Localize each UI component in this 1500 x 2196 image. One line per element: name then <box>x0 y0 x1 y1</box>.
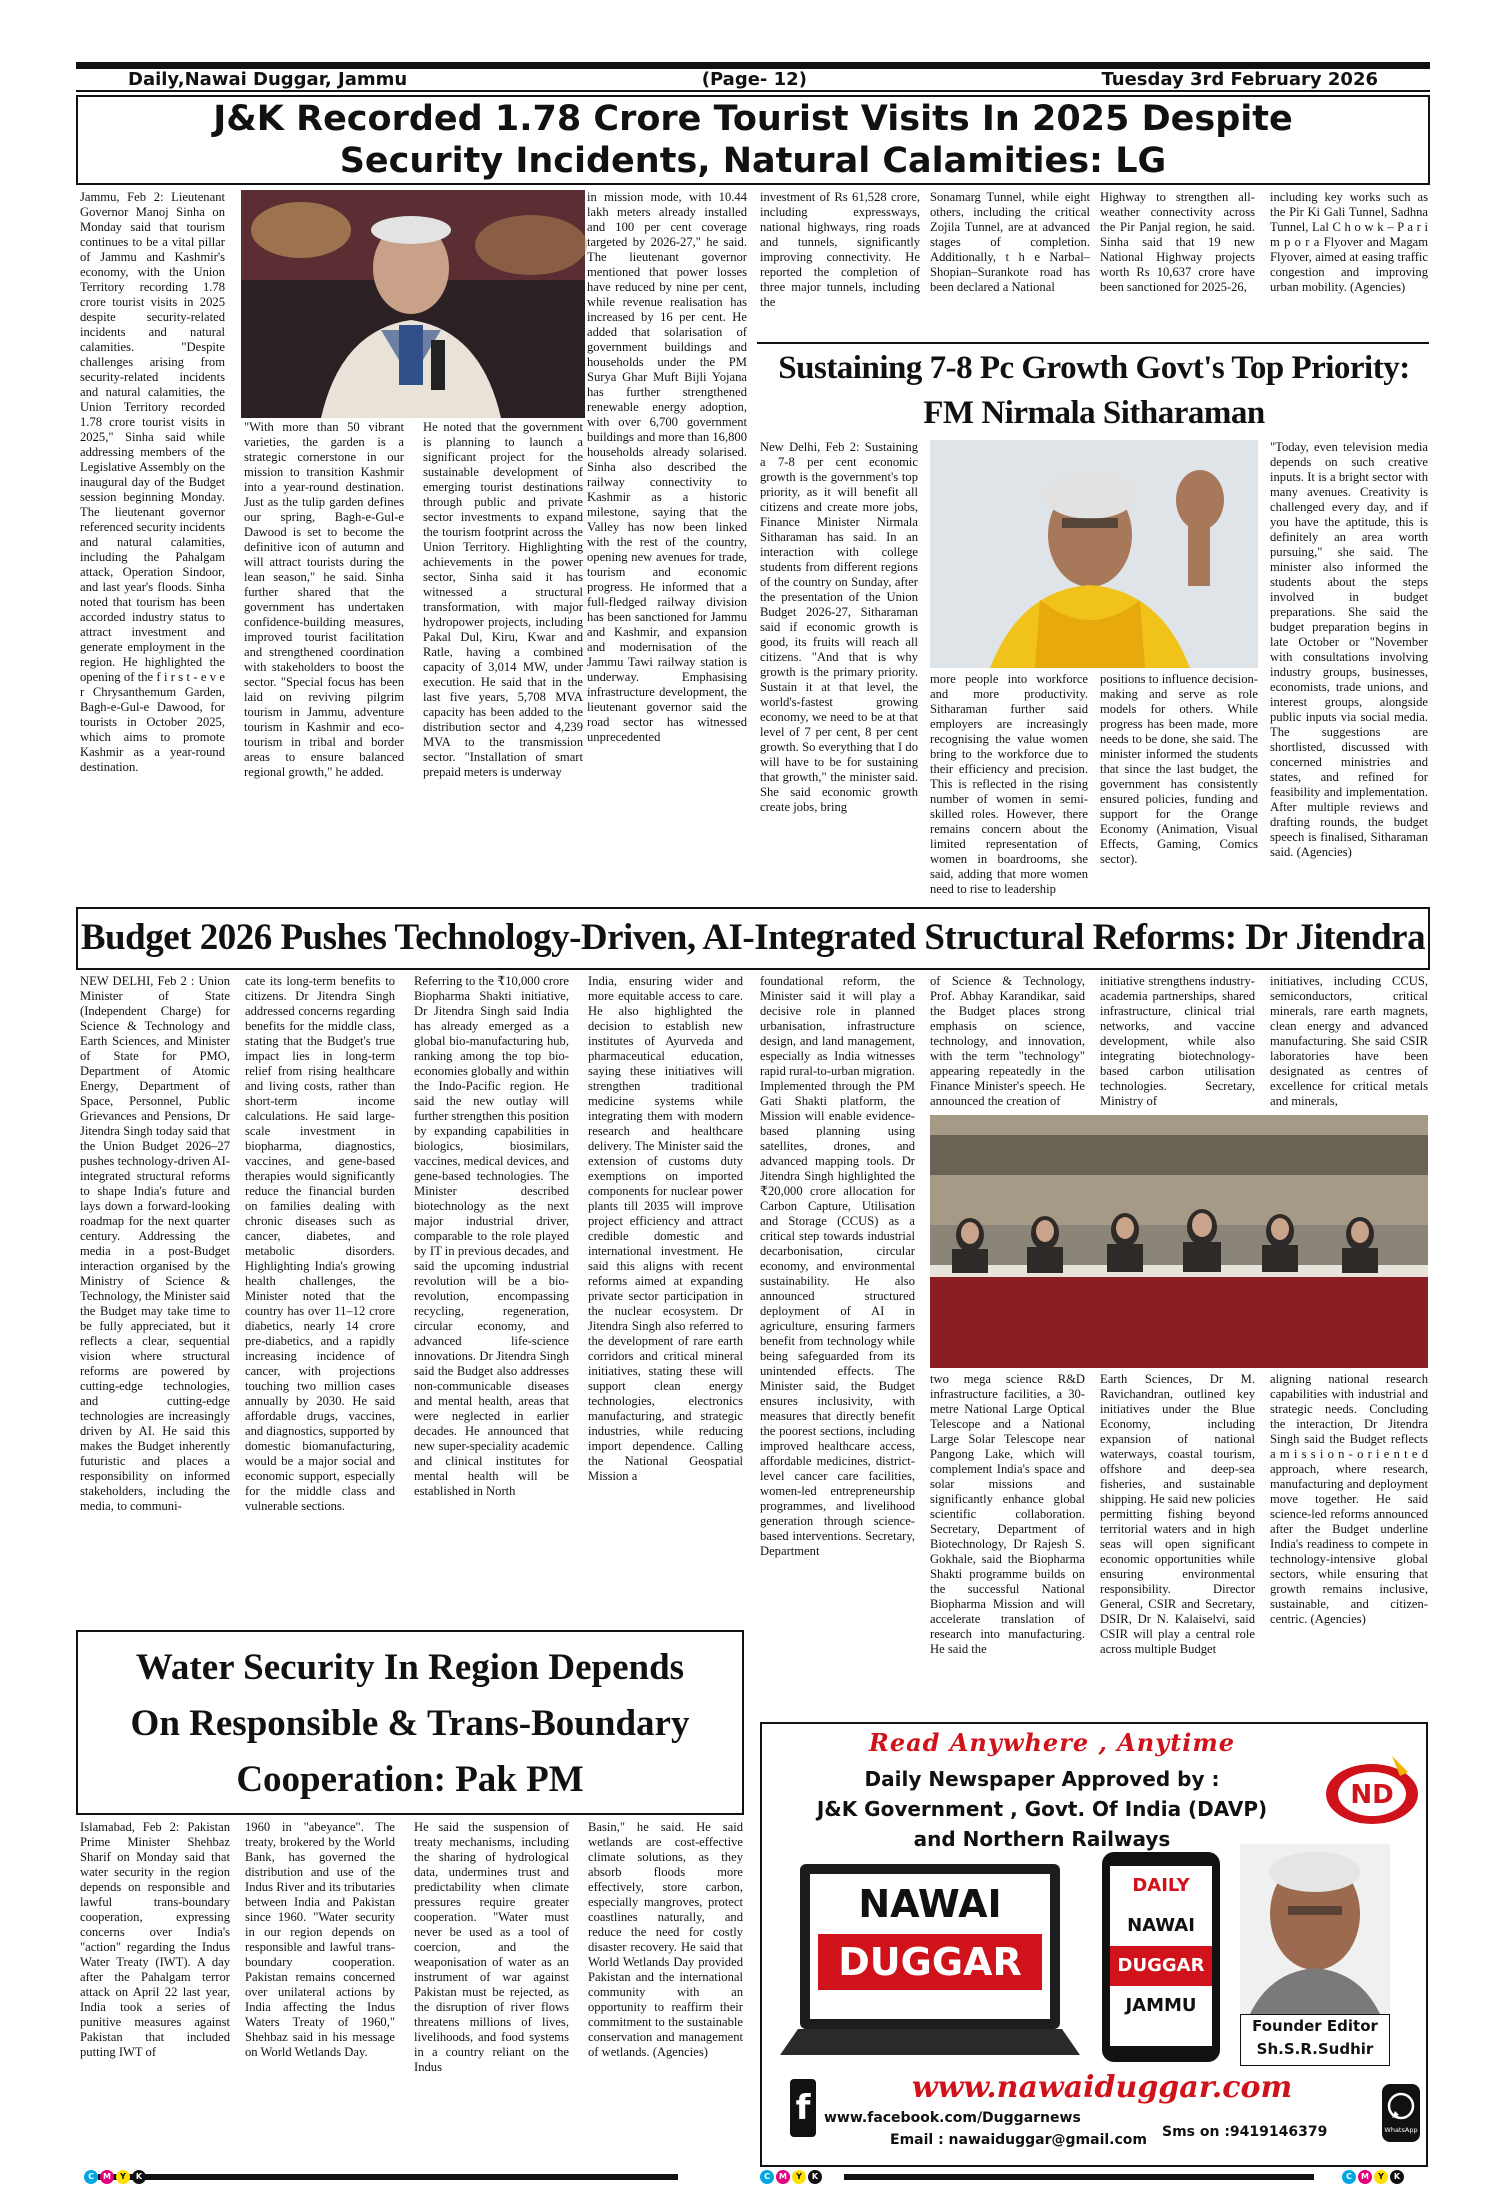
cmyk-k: K <box>132 2170 146 2184</box>
laptop-line2: DUGGAR <box>818 1934 1042 1990</box>
ad-approved-line1: Daily Newspaper Approved by : <box>864 1767 1220 1791</box>
story3-col3: Referring to the ₹10,000 crore Biopharma Shakti initiative, Dr Jitendra Singh said India has already emerged as a global bio-manufacturing hub, ranking among the top bio-economies globally and within the Indo-Pacific region. He said the new outlay will further strengthen this position by expanding capabilities in biologics, biosimilars, vaccines, medical devices, and gene-based technologies. The Minister described biotechnology as the next major industrial driver, comparable to the role played by IT in previous decades, and said the upcoming industrial revolution will be a bio-revolution, encompassing recycling, regeneration, circular economy, and advanced life-science innovations. Dr Jitendra Singh said the Budget also addresses non-communicable diseases and mental health, areas that were neglected in earlier decades. He announced that new super-speciality academic and clinical institutes for mental health will be established in North <box>414 974 569 1498</box>
cmyk-y: Y <box>792 2170 806 2184</box>
cmyk-k: K <box>1390 2170 1404 2184</box>
story2-headline <box>760 346 1428 436</box>
story2-col2: more people into workforce and more productivity. Sitharaman further said employers are increasingly recognising the value women bring to the workforce due to their efficiency and precision. This is reflected in the rising number of women in semi-skilled roles. However, there remains concern about the limited representation of women in boardrooms, she said, adding that more women need to rise to leadership <box>930 672 1088 896</box>
footer-rule-left <box>98 2174 678 2180</box>
press-conference-image <box>930 1115 1428 1368</box>
phone-line4: JAMMU <box>1125 1995 1197 2016</box>
phone-line2: NAWAI <box>1127 1915 1195 1936</box>
story1-col8: including key works such as the Pir Ki Gali Tunnel, Sadhna Tunnel, Lal C h o w k – P a r i m p o r a Flyover and Magam Flyover, aimed at easing traffic congestion and improving urban mobility. (Agencies) <box>1270 190 1428 294</box>
ad-website: www.nawaiduggar.com <box>911 2070 1293 2105</box>
laptop-line1: NAWAI <box>858 1882 1002 1926</box>
laptop-display <box>810 1874 1050 2019</box>
ad-facebook: www.facebook.com/Duggarnews <box>824 2110 1081 2126</box>
story2-col4: "Today, even television media depends on such creative inputs. It is a bright sector with many avenues. Creativity is challenged every day, and if you have the aptitude, this is definitely an area worth pursuing," she said. The minister also informed the students about the steps involved in budget preparations. She said the budget preparation begins in late October or "November with consultations involving industry groups, businesses, economists, trade unions, and interest groups, alongside public inputs via social media. The suggestions are shortlisted, discussed with concerned ministries and states, and refined for feasibility and implementation. After multiple reviews and drafting rounds, the budget speech is finalised, Sitharaman said. (Agencies) <box>1270 440 1428 859</box>
facebook-icon: f <box>790 2079 816 2137</box>
issue-date: Tuesday 3rd February 2026 <box>1101 69 1378 90</box>
lg-sinha-image <box>241 190 585 418</box>
story1-col5: investment of Rs 61,528 crore, including expressways, national highways, ring roads and tunnels, significantly improving connectivity. He reported the completion of three major tunnels, including the <box>760 190 920 309</box>
story4-headline-line3: Cooperation: Pak PM <box>236 1759 584 1800</box>
story2-top-rule <box>757 342 1429 344</box>
whatsapp-icon <box>1382 2088 1420 2126</box>
story1-headline-line1: J&K Recorded 1.78 Crore Tourist Visits In 2025 Despite <box>213 99 1293 139</box>
story3-col7a: initiative strengthens industry-academia partnerships, shared infrastructure, clinical trial networks, and vaccine development, while also integrating biotechnology-based carbon utilisation technologies. Secretary, Ministry of <box>1100 974 1255 1108</box>
story1-headline-line2: Security Incidents, Natural Calamities: LG <box>339 141 1167 181</box>
story3-col2: cate its long-term benefits to citizens. Dr Jitendra Singh addressed concerns regarding benefits for the middle class, stating that the Budget's true impact lies in long-term relief from rising healthcare and living costs, rather than short-term income calculations. He said large-scale investment in biopharma, diagnostics, vaccines, and gene-based therapies would significantly reduce the financial burden on families dealing with chronic diseases such as cancer, diabetes, and metabolic disorders. Highlighting India's growing health challenges, the Minister noted that the country has over 11–12 crore diabetics, nearly 14 crore pre-diabetics, and a rapidly increasing incidence of cancer, with projections touching two million cases annually by 2030. He said affordable drugs, vaccines, and diagnostics, supported by domestic biomanufacturing, would be a major social and economic support, especially for the middle class and vulnerable sections. <box>245 974 395 1513</box>
story1-col7: Highway to strengthen all-weather connectivity across the Pir Panjal region, he said. Sinha said that 19 new National Highway projects worth Rs 10,637 crore have been sanctioned for 2025-26, <box>1100 190 1255 294</box>
story4-headline-line1: Water Security In Region Depends <box>135 1647 685 1688</box>
cmyk-m: M <box>776 2170 790 2184</box>
advertisement-box <box>760 1722 1428 2167</box>
ad-approved-line3: and Northern Railways <box>913 1827 1171 1851</box>
founder-caption <box>1240 2014 1390 2066</box>
story4-col2: 1960 in "abeyance". The treaty, brokered by the World Bank, has governed the distribution and use of the Indus River and its tributaries between India and Pakistan since 1960. "Water security in our region depends on responsible and lawful trans-boundary cooperation. Pakistan remains concerned over unilateral actions by India affecting the Indus Waters Treaty of 1960," Shehbaz said in his message on World Wetlands Day. <box>245 1820 395 2059</box>
cmyk-c: C <box>84 2170 98 2184</box>
story1-col2: "With more than 50 vibrant varieties, the garden is a strategic cornerstone in our mission to transition Kashmir into a year-round destination. Just as the tulip garden defines our spring, Bagh-e-Gul-e Dawood is set to become the definitive icon of autumn and will attract tourists during the lean season," he said. Sinha further shared that the government has undertaken confidence-building measures, improved tourist facilitation and strengthened coordination with stakeholders to boost the sector. "Special focus has been laid on reviving pilgrim tourism in Jammu, adventure tourism in Kashmir and eco-tourism in tribal and border areas to ensure balanced regional growth," he added. <box>244 420 404 779</box>
phone-graphic <box>1102 1852 1220 2062</box>
phone-display <box>1110 1866 1212 2046</box>
story3-headline: Budget 2026 Pushes Technology-Driven, AI-Integrated Structural Reforms: Dr Jitendra <box>80 917 1426 958</box>
whatsapp-label: WhatsApp <box>1384 2126 1418 2134</box>
story3-col7b: Earth Sciences, Dr M. Ravichandran, outlined key initiatives under the Blue Economy, including expansion of national waterways, coastal tourism, offshore and deep-sea fisheries, and sustainable shipping. He said new policies permitting fishing beyond territorial waters and in high seas will open significant economic opportunities while ensuring environmental responsibility. Director General, CSIR and Secretary, DSIR, Dr N. Kalaiselvi, said CSIR will play a central role across multiple Budget <box>1100 1372 1255 1656</box>
ad-email: Email : nawaiduggar@gmail.com <box>890 2132 1147 2148</box>
story4-col3: He said the suspension of treaty mechanisms, including the sharing of hydrological data, undermines trust and predictability when climate pressures require greater cooperation. "Water must never be used as a tool of coercion, and the weaponisation of water as an instrument of war against Pakistan must be rejected, as the disruption of river flows threatens millions of lives, livelihoods, and food systems in a country reliant on the Indus <box>414 1820 569 2074</box>
cmyk-c: C <box>1342 2170 1356 2184</box>
story4-col1: Islamabad, Feb 2: Pakistan Prime Minister Shehbaz Sharif on Monday said that water security in the region depends on responsible and lawful trans-boundary cooperation, expressing concerns over India's "action" regarding the Indus Water Treaty (IWT). A day after the Pahalgam terror attack on April 22 last year, India took a series of punitive measures against Pakistan that included putting IWT of <box>80 1820 230 2059</box>
story4-headline-line2: On Responsible & Trans-Boundary <box>130 1703 690 1744</box>
story4-headline <box>80 1640 740 1808</box>
lg-sinha-photo <box>241 190 585 418</box>
ad-approved-block <box>772 1764 1312 1854</box>
founder-photo <box>1240 1844 1390 2014</box>
founder-line1: Founder Editor <box>1252 2017 1378 2035</box>
fm-sitharaman-image <box>930 440 1258 668</box>
press-conference-photo <box>930 1115 1428 1368</box>
ad-sms: Sms on :9419146379 <box>1162 2124 1328 2140</box>
page-number: (Page- 12) <box>701 69 807 90</box>
story2-headline-line1: Sustaining 7-8 Pc Growth Govt's Top Priority: <box>778 350 1410 386</box>
story3-col1: NEW DELHI, Feb 2 : Union Minister of State (Independent Charge) for Science & Technology and Earth Sciences, and Minister of State for PMO, Department of Atomic Energy, Department of Space, Personnel, Public Grievances and Pensions, Dr Jitendra Singh today said that the Union Budget 2026–27 pushes technology-driven AI-integrated structural reforms to shape India's future and lays down a forward-looking roadmap for the next quarter century. Addressing the media in a post-Budget interaction organised by the Ministry of Science & Technology, the Minister said the Budget may take time to be fully appreciated, but it reflects a clear, sequential vision where structural reforms are powered by cutting-edge technologies, and cutting-edge technologies are increasingly driven by AI. He said this makes the Budget inherently futuristic and places a responsibility on informed stakeholders, including the media, to communi- <box>80 974 230 1513</box>
story3-col6b: two mega science R&D infrastructure facilities, a 30-metre National Large Optical Telescope and a National Large Solar Telescope near Pangong Lake, which will complement India's space and solar missions and significantly enhance global scientific collaboration. Secretary, Department of Biotechnology, Dr Rajesh S. Gokhale, said the Biopharma Shakti programme builds on the successful National Biopharma Mission and will accelerate translation of research into manufacturing. He said the <box>930 1372 1085 1656</box>
footer-rule-mid <box>844 2174 1314 2180</box>
phone-line1: DAILY <box>1132 1875 1190 1896</box>
story2-col1: New Delhi, Feb 2: Sustaining a 7-8 per cent economic growth is the government's top priority, as it will benefit all citizens and create more jobs, Finance Minister Nirmala Sitharaman has said. In an interaction with college students from different regions of the country on Sunday, after the presentation of the Union Budget 2026-27, Sitharaman said if economic growth is good, its fruits will reach all citizens. "And that is why growth is the primary priority. Sustain it at that level, the world's-fastest growing economy, we need to be at that level of 7 per cent, 8 per cent growth. So everything that I do will have to be for sustaining that growth," the minister said. She said economic growth create jobs, bring <box>760 440 918 814</box>
cmyk-marks-left <box>84 2170 146 2184</box>
fm-sitharaman-photo <box>930 440 1258 668</box>
story1-col4: in mission mode, with 10.44 lakh meters already installed and 100 per cent coverage targeted by 2026-27," he said. The lieutenant governor mentioned that power losses have reduced by nine per cent, while revenue realisation has increased by 16 per cent. He added that solarisation of government buildings and households under the PM Surya Ghar Muft Bijli Yojana has further strengthened renewable energy adoption, with over 6,700 government buildings and more than 16,800 households already solarised. Sinha also described the railway connectivity to Kashmir as a historic milestone, saying that the Valley has now been linked with the rest of the country, opening new avenues for trade, tourism and economic progress. He informed that a full-fledged railway division has been sanctioned for Jammu and Kashmir, and expansion and modernisation of the Jammu Tawi railway station is underway. Emphasising infrastructure development, the lieutenant governor said the road sector has witnessed unprecedented <box>587 190 747 744</box>
cmyk-y: Y <box>116 2170 130 2184</box>
nd-logo <box>1322 1752 1422 1832</box>
cmyk-marks-center <box>760 2170 822 2184</box>
ad-approved-line2: J&K Government , Govt. Of India (DAVP) <box>816 1797 1268 1821</box>
whatsapp-badge <box>1382 2084 1420 2142</box>
story3-col6a: of Science & Technology, Prof. Abhay Karandikar, said the Budget places strong emphasis on science, technology, and innovation, with the term "technology" appearing repeatedly in the Finance Minister's speech. He announced the creation of <box>930 974 1085 1108</box>
story3-col4: India, ensuring wider and more equitable access to care. He also highlighted the decision to establish new institutes of Ayurveda and pharmaceutical education, saying these initiatives will strengthen traditional medicine systems while integrating them with modern research and healthcare delivery. The Minister said the extension of customs duty exemptions on imported components for nuclear power plants till 2035 will improve project efficiency and attract credible domestic and international investment. He said this aligns with recent reforms aimed at expanding private sector participation in the nuclear ecosystem. Dr Jitendra Singh also referred to the development of rare earth corridors and critical mineral initiatives, stating these will support clean energy technologies, electronics manufacturing, and strategic industries, while reducing import dependence. Calling the National Geospatial Mission a <box>588 974 743 1483</box>
story3-col8b: aligning national research capabilities with industrial and strategic needs. Concluding the interaction, Dr Jitendra Singh said the Budget reflects a m i s s i o n - o r i e n t e d approach, where research, manufacturing and deployment move together. He said science-led reforms announced after the Budget underline India's readiness to compete in technology-intensive global sectors, while ensuring that growth remains inclusive, sustainable, and citizen-centric. (Agencies) <box>1270 1372 1428 1626</box>
nd-logo-text: ND <box>1350 1780 1394 1810</box>
paper-name: Daily,Nawai Duggar, Jammu <box>128 69 408 90</box>
story3-col8a: initiatives, including CCUS, semiconductors, critical minerals, rare earth magnets, clean energy and advanced manufacturing. She said CSIR laboratories have been designated as centres of excellence for critical metals and minerals, <box>1270 974 1428 1108</box>
founder-line2: Sh.S.R.Sudhir <box>1256 2040 1374 2058</box>
laptop-screen <box>800 1864 1060 2029</box>
founder-portrait <box>1240 1844 1390 2014</box>
cmyk-m: M <box>100 2170 114 2184</box>
story2-headline-line2: FM Nirmala Sitharaman <box>923 395 1265 431</box>
story2-col3: positions to influence decision-making and serve as role models for others. While progress has been made, more needs to be done, she said. The minister informed the students that since the last budget, the government has consistently ensured policies, funding and support for the Orange Economy (Animation, Visual Effects, Gaming, Comics sector). <box>1100 672 1258 866</box>
cmyk-y: Y <box>1374 2170 1388 2184</box>
story4-col4: Basin," he said. He said wetlands are cost-effective climate solutions, as they absorb floods more effectively, store carbon, especially mangroves, protect coastlines naturally, and reduce the need for costly disaster recovery. He said that World Wetlands Day provided Pakistan and the international community with an opportunity to reaffirm their commitment to the sustainable conservation and management of wetlands. (Agencies) <box>588 1820 743 2059</box>
story1-col3: He noted that the government is planning to launch a significant project for the sustainable development of emerging tourist destinations through public and private sector investments to expand the tourism footprint across the Union Territory. Highlighting achievements in the power sector, Sinha said it has witnessed a structural transformation, with major hydropower projects, including Pakal Dul, Kiru, Kwar and Ratle, having a combined capacity of 3,014 MW, under execution. He said that in the last five years, 5,708 MVA capacity has been added to the distribution sector and 4,239 MVA to the transmission sector. "Installation of smart prepaid meters is underway <box>423 420 583 779</box>
phone-line3: DUGGAR <box>1110 1946 1212 1986</box>
laptop-graphic <box>780 1864 1080 2064</box>
story3-col5: foundational reform, the Minister said it will play a decisive role in planned urbanisation, infrastructure design, and land management, especially as India witnesses rapid rural-to-urban migration. Implemented through the PM Gati Shakti platform, the Mission will enable evidence-based planning using satellites, drones, and advanced mapping tools. Dr Jitendra Singh highlighted the ₹20,000 crore allocation for Carbon Capture, Utilisation and Storage (CCUS) as a critical step towards industrial decarbonisation, circular economy, and environmental sustainability. He also announced structured deployment of AI in agriculture, ensuring farmers benefit from technology while being safeguarded from its unintended effects. The Minister said, the Budget ensures inclusivity, with measures that directly benefit the poorest sections, including improved healthcare access, affordable medicines, district-level cancer care facilities, women-led entrepreneurship programmes, and livelihood generation through science-based interventions. Secretary, Department <box>760 974 915 1558</box>
cmyk-marks-right <box>1342 2170 1404 2184</box>
cmyk-c: C <box>760 2170 774 2184</box>
story1-col1: Jammu, Feb 2: Lieutenant Governor Manoj Sinha on Monday said that tourism continues to be a vital pillar of Jammu and Kashmir's economy, with the Union Territory recording 1.78 crore tourist visits in 2025 despite security-related incidents and natural calamities. "Despite challenges arising from security-related incidents and natural calamities, the Union Territory recorded 1.78 crore tourist visits in 2025," Sinha said while addressing members of the Legislative Assembly on the inaugural day of the Budget session beginning Monday. The lieutenant governor referenced security incidents and natural calamities, including the Pahalgam attack, Operation Sindoor, and last year's floods. Sinha noted that tourism has been accorded industry status to attract investment and generate employment in the region. He highlighted the opening of the f i r s t - e v e r Chrysanthemum Garden, Bagh-e-Gul-e Dawood, for tourists in October 2025, which aims to promote Kashmir as a year-round destination. <box>80 190 225 774</box>
masthead-bar <box>76 62 1430 92</box>
story1-headline <box>80 98 1426 182</box>
story1-col6: Sonamarg Tunnel, while eight others, including the critical Zojila Tunnel, are at advanced stages of completion. Additionally, t h e Narbal–Shopian–Surankote road has been declared a National <box>930 190 1090 294</box>
laptop-base <box>780 2029 1080 2055</box>
cmyk-k: K <box>808 2170 822 2184</box>
cmyk-m: M <box>1358 2170 1372 2184</box>
ad-tagline: Read Anywhere , Anytime <box>868 1728 1236 1757</box>
